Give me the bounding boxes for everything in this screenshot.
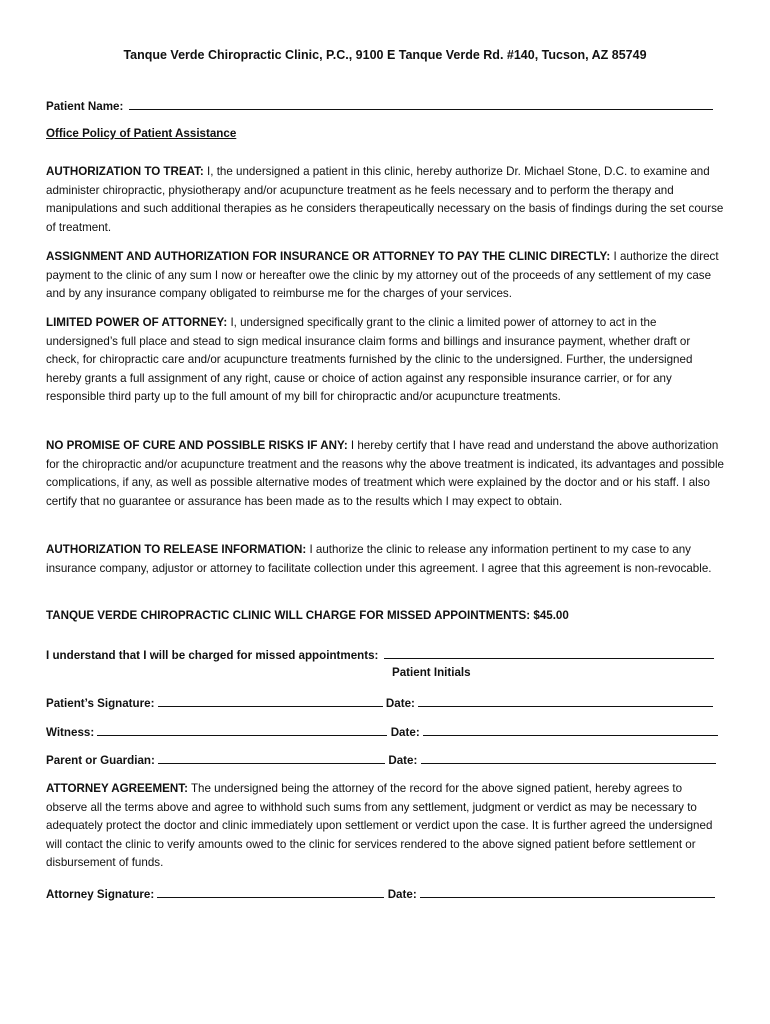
guardian-date-label: Date:	[388, 754, 418, 767]
missed-appointment-notice: TANQUE VERDE CHIROPRACTIC CLINIC WILL CHARGE FOR MISSED APPOINTMENTS: $45.00	[46, 609, 569, 622]
release-information-label: AUTHORIZATION TO RELEASE INFORMATION:	[46, 543, 307, 556]
guardian-signature-field[interactable]	[158, 752, 385, 764]
patient-signature-row	[46, 695, 713, 710]
authorization-to-treat-paragraph	[46, 163, 726, 237]
release-information-paragraph	[46, 541, 726, 578]
patient-signature-field[interactable]	[158, 695, 383, 707]
attorney-agreement-label: ATTORNEY AGREEMENT:	[46, 782, 188, 795]
witness-signature-field[interactable]	[97, 724, 387, 736]
patient-name-field[interactable]	[129, 98, 713, 110]
no-promise-of-cure-paragraph	[46, 437, 726, 511]
attorney-agreement-paragraph	[46, 780, 726, 873]
witness-label: Witness:	[46, 726, 95, 739]
attorney-agreement-text: The undersigned being the attorney of the record for the above signed patient, hereby agrees to observe all the terms above and agree to withhold such sums from any settlement, judgment or verdict as may be necessary to adequately protect the doctor and clinic immediately upon settlement or verdict upon the case. It is further agreed the undersigned will contact the clinic to verify amounts owed to the clinic for services rendered to the above signed patient before settlement or disbursement of funds.	[46, 782, 713, 870]
attorney-date-field[interactable]	[420, 886, 715, 898]
policy-title: Office Policy of Patient Assistance	[46, 127, 237, 140]
patient-signature-label: Patient’s Signature:	[46, 697, 155, 710]
patient-date-field[interactable]	[418, 695, 713, 707]
no-promise-of-cure-label: NO PROMISE OF CURE AND POSSIBLE RISKS IF ANY:	[46, 439, 348, 452]
attorney-signature-row	[46, 886, 715, 901]
patient-name-label: Patient Name:	[46, 100, 124, 113]
patient-name-row	[46, 98, 713, 113]
power-of-attorney-label: LIMITED POWER OF ATTORNEY:	[46, 316, 228, 329]
power-of-attorney-text: I, undersigned specifically grant to the clinic a limited power of attorney to act in the undersigned’s full place and stead to sign medical insurance claim forms and billings and insurance payment, whether draft or check, for chiropractic care and/or acupuncture treatments furnished by the clinic to the undersigned. Further, the undersigned hereby grants a full assignment of any right, cause or choice of action against any responsible insurance carrier, or for any responsible third party up to the full amount of my bill for chiropractic and/or acupuncture treatments.	[46, 316, 693, 404]
guardian-date-field[interactable]	[421, 752, 716, 764]
attorney-date-label: Date:	[387, 888, 417, 901]
missed-appointment-ack-row	[46, 647, 714, 662]
clinic-header: Tanque Verde Chiropractic Clinic, P.C., 9100 E Tanque Verde Rd. #140, Tucson, AZ 85749	[123, 48, 647, 62]
patient-initials-label: Patient Initials	[392, 666, 471, 679]
assignment-paragraph	[46, 248, 726, 304]
patient-initials-field[interactable]	[384, 647, 714, 659]
authorization-to-treat-label: AUTHORIZATION TO TREAT:	[46, 165, 204, 178]
witness-date-field[interactable]	[423, 724, 718, 736]
release-information-text: I authorize the clinic to release any information pertinent to my case to any insurance company, adjustor or attorney to facilitate collection under this agreement. I agree that this agreement is non-revocable.	[46, 543, 712, 575]
no-promise-of-cure-text: I hereby certify that I have read and understand the above authorization for the chiropractic and/or acupuncture treatment and the reasons why the above treatment is indicated, its advantages and possible complications, if any, as well as possible alternative modes of treatment which were explained by the doctor and or his staff. I also certify that no guarantee or assurance has been made as to the results which I may expect to obtain.	[46, 439, 724, 508]
witness-row	[46, 724, 718, 739]
guardian-row	[46, 752, 716, 767]
missed-appointment-ack-label: I understand that I will be charged for missed appointments:	[46, 649, 379, 662]
patient-date-label: Date:	[385, 697, 415, 710]
power-of-attorney-paragraph	[46, 314, 726, 407]
assignment-label: ASSIGNMENT AND AUTHORIZATION FOR INSURANCE OR ATTORNEY TO PAY THE CLINIC DIRECTLY:	[46, 250, 611, 263]
authorization-to-treat-text: I, the undersigned a patient in this clinic, hereby authorize Dr. Michael Stone, D.C. to examine and administer chiropractic, physiotherapy and/or acupuncture treatment as he feels necessary and to perform the therapy and manipulations and such additional therapies as he considers therapeutically necessary on the basis of findings during the set course of treatment.	[46, 165, 724, 234]
guardian-label: Parent or Guardian:	[46, 754, 155, 767]
attorney-signature-field[interactable]	[157, 886, 384, 898]
attorney-signature-label: Attorney Signature:	[46, 888, 155, 901]
witness-date-label: Date:	[390, 726, 420, 739]
assignment-text: I authorize the direct payment to the clinic of any sum I now or hereafter owe the clinic by my attorney out of the proceeds of any settlement of my case and by any insurance company obligated to reimburse me for the charges of your services.	[46, 250, 719, 301]
